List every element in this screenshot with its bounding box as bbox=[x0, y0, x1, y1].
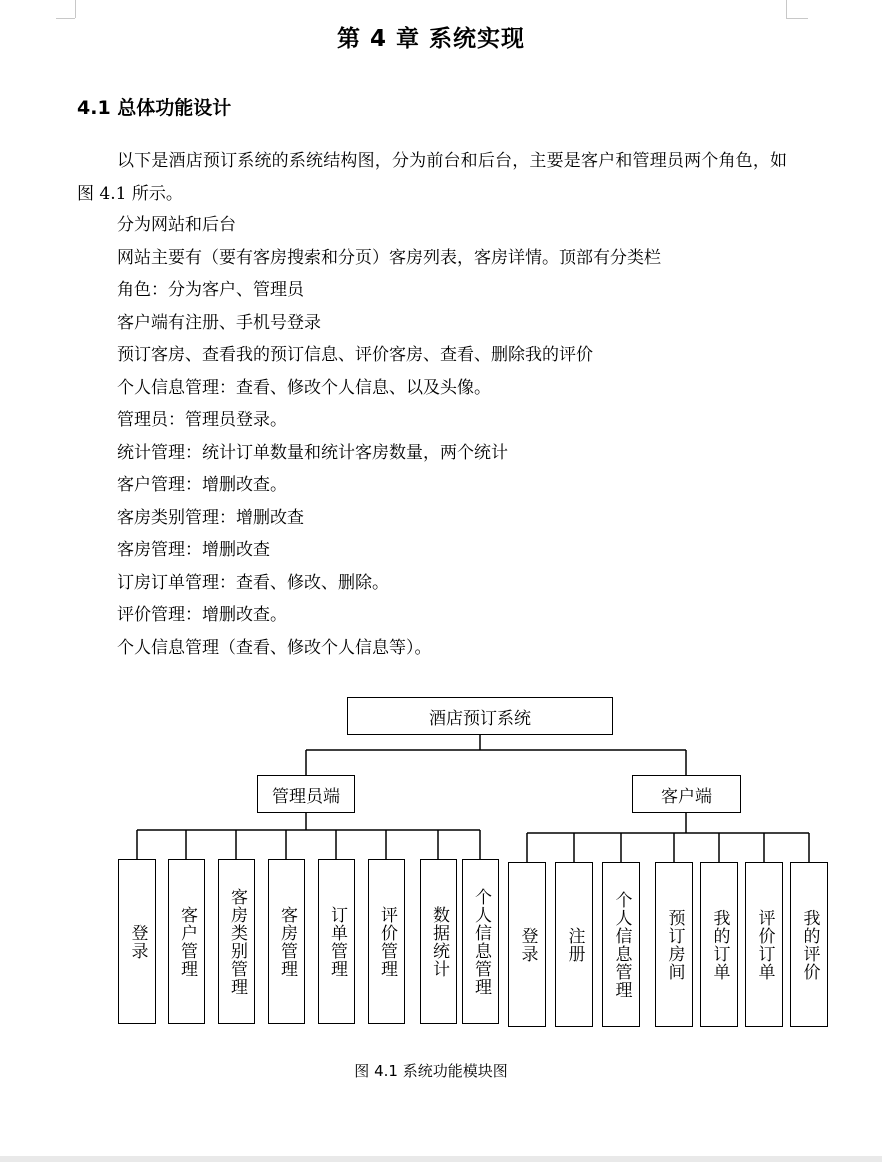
text-line: 个人信息管理：查看、修改个人信息、以及头像。 bbox=[117, 377, 491, 398]
client-module-node bbox=[555, 862, 593, 1027]
module-label: 注册 bbox=[564, 926, 585, 963]
text-line: 统计管理：统计订单数量和统计客房数量，两个统计 bbox=[117, 442, 508, 463]
module-label: 我的订单 bbox=[709, 908, 730, 981]
text-line: 网站主要有（要有客房搜索和分页）客房列表，客房详情。顶部有分类栏 bbox=[117, 247, 661, 268]
module-label: 个人信息管理 bbox=[471, 887, 491, 996]
module-label: 数据统计 bbox=[429, 905, 449, 978]
admin-module-node bbox=[420, 859, 457, 1024]
admin-module-node bbox=[168, 859, 205, 1024]
module-label: 登录 bbox=[517, 926, 538, 963]
diagram-admin-node bbox=[257, 775, 355, 813]
module-label: 登录 bbox=[127, 923, 148, 960]
client-module-node bbox=[602, 862, 640, 1027]
text-line: 角色：分为客户、管理员 bbox=[117, 280, 304, 300]
admin-module-node bbox=[218, 859, 255, 1024]
module-label: 客户管理 bbox=[177, 905, 197, 978]
module-label: 个人信息管理 bbox=[611, 890, 632, 999]
text-line: 预订客房、查看我的预订信息、评价客房、查看、删除我的评价 bbox=[117, 345, 593, 365]
text-line: 评价管理：增删改查。 bbox=[117, 605, 287, 625]
module-label: 评价管理 bbox=[377, 905, 397, 978]
module-label: 客房管理 bbox=[277, 905, 297, 978]
client-module-node bbox=[790, 862, 828, 1027]
client-module-node bbox=[700, 862, 738, 1027]
text-line: 分为网站和后台 bbox=[117, 215, 236, 235]
diagram-root-node bbox=[347, 697, 613, 735]
admin-module-node bbox=[268, 859, 305, 1024]
figure-caption: 图 4.1 系统功能模块图 bbox=[354, 1062, 508, 1080]
text-line: 客户管理：增删改查。 bbox=[117, 475, 287, 495]
module-label: 预订房间 bbox=[664, 908, 685, 981]
module-label: 我的评价 bbox=[799, 908, 820, 981]
node-label: 酒店预订系统 bbox=[429, 708, 531, 729]
client-module-node bbox=[508, 862, 546, 1027]
text-line: 管理员：管理员登录。 bbox=[117, 410, 287, 430]
text-line: 客户端有注册、手机号登录 bbox=[117, 312, 321, 333]
chapter-title: 第 4 章 系统实现 bbox=[336, 26, 526, 52]
admin-module-node bbox=[462, 859, 499, 1024]
module-label: 评价订单 bbox=[754, 908, 775, 981]
client-module-node bbox=[655, 862, 693, 1027]
text-line: 个人信息管理（查看、修改个人信息等）。 bbox=[117, 637, 432, 658]
page-bottom-edge bbox=[0, 1156, 882, 1162]
text-line: 客房类别管理：增删改查 bbox=[117, 507, 304, 528]
admin-module-node bbox=[118, 859, 156, 1024]
section-title: 4.1 总体功能设计 bbox=[77, 97, 232, 119]
admin-module-node bbox=[368, 859, 405, 1024]
text-line: 客房管理：增删改查 bbox=[117, 540, 270, 560]
node-label: 客户端 bbox=[661, 786, 712, 807]
intro-text: 以下是酒店预订系统的系统结构图，分为前台和后台，主要是客户和管理员两个角色，如图 4.1 所示。 bbox=[77, 151, 787, 204]
node-label: 管理员端 bbox=[272, 786, 340, 807]
diagram-client-node bbox=[632, 775, 741, 813]
module-label: 订单管理 bbox=[327, 905, 347, 978]
text-line: 订房订单管理：查看、修改、删除。 bbox=[117, 572, 389, 593]
client-module-node bbox=[745, 862, 783, 1027]
module-label: 客房类别管理 bbox=[227, 887, 247, 996]
admin-module-node bbox=[318, 859, 355, 1024]
